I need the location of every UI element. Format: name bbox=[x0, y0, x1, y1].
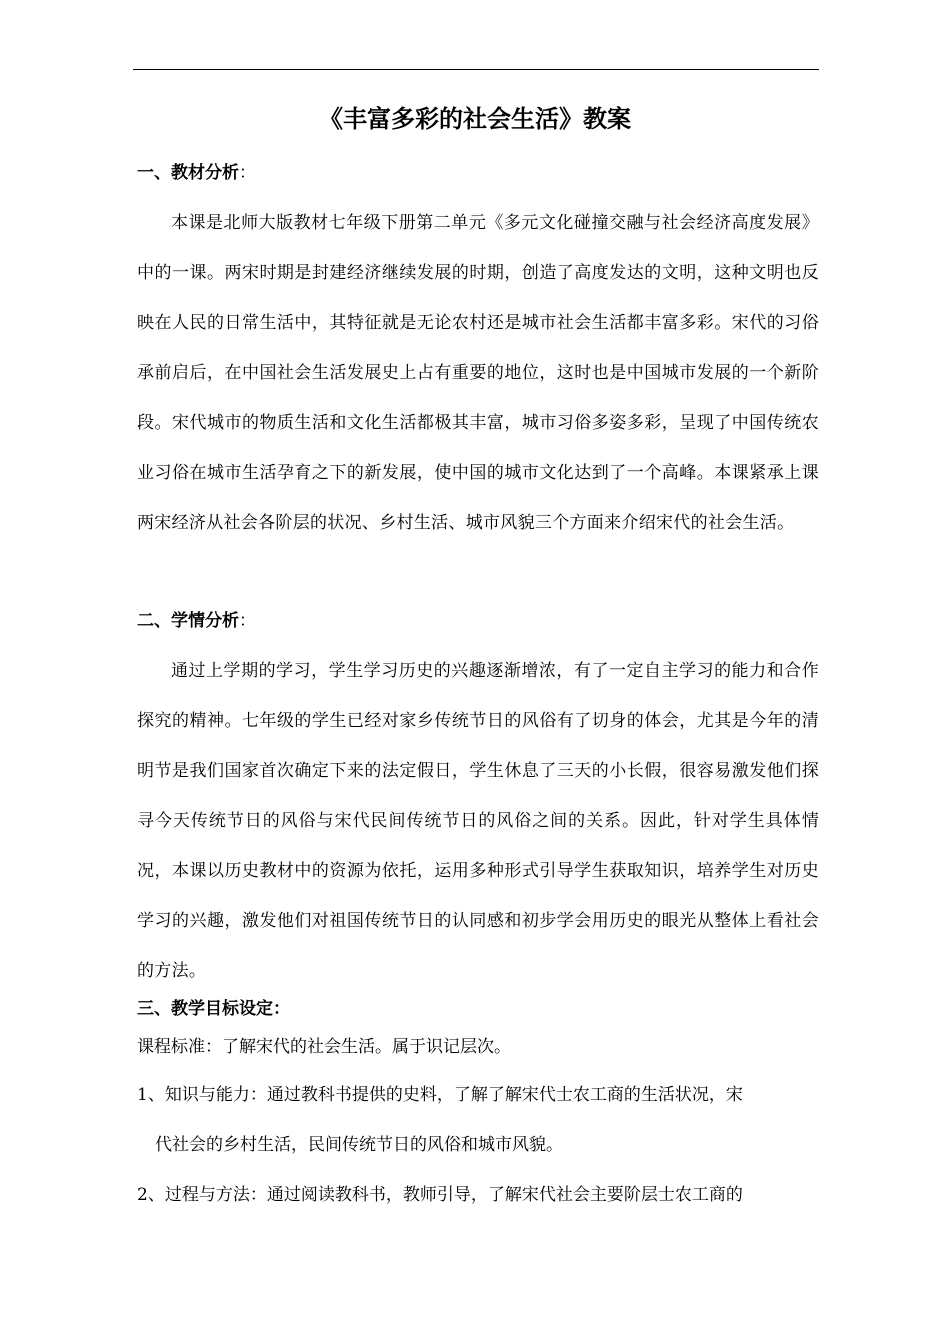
section-heading-textbook-analysis bbox=[137, 161, 256, 185]
document-title: 《丰富多彩的社会生活》教案 bbox=[319, 104, 631, 133]
section-heading-student-analysis bbox=[137, 609, 256, 633]
curriculum-standard-line: 课程标准：了解宋代的社会生活。属于识记层次。 bbox=[137, 1037, 511, 1057]
header-rule bbox=[133, 69, 819, 70]
goal-knowledge-line: 1、知识与能力：通过教科书提供的史料，了解了解宋代士农工商的生活状况，宋 bbox=[137, 1085, 743, 1105]
section-heading-text: 一、教材分析 bbox=[137, 163, 239, 183]
section-heading-colon: ： bbox=[239, 163, 256, 183]
section-heading-colon: ： bbox=[239, 611, 256, 631]
paragraph-student-analysis: 通过上学期的学习，学生学习历史的兴趣逐渐增浓，有了一定自主学习的能力和合作探究的精神。七年级的学生已经对家乡传统节日的风俗有了切身的体会，尤其是今年的清明节是我们国家首次确定下来的法定假日，学生休息了三天的小长假，很容易激发他们探寻今天传统节日的风俗与宋代民间传统节日的风俗之间的关系。因此，针对学生具体情况，本课以历史教材中的资源为依托，运用多种形式引导学生获取知识，培养学生对历史学习的兴趣，激发他们对祖国传统节日的认同感和初步学会用历史的眼光从整体上看社会的方法。 bbox=[137, 661, 819, 981]
section-heading-text: 二、学情分析 bbox=[137, 611, 239, 631]
goal-process-line: 2、过程与方法：通过阅读教科书，教师引导，了解宋代社会主要阶层士农工商的 bbox=[137, 1185, 743, 1205]
section-heading-teaching-goals: 三、教学目标设定： bbox=[137, 999, 290, 1019]
paragraph-textbook-analysis: 本课是北师大版教材七年级下册第二单元《多元文化碰撞交融与社会经济高度发展》中的一课。两宋时期是封建经济继续发展的时期，创造了高度发达的文明，这种文明也反映在人民的日常生活中，其特征就是无论农村还是城市社会生活都丰富多彩。宋代的习俗承前启后，在中国社会生活发展史上占有重要的地位，这时也是中国城市发展的一个新阶段。宋代城市的物质生活和文化生活都极其丰富，城市习俗多姿多彩，呈现了中国传统农业习俗在城市生活孕育之下的新发展，使中国的城市文化达到了一个高峰。本课紧承上课两宋经济从社会各阶层的状况、乡村生活、城市风貌三个方面来介绍宋代的社会生活。 bbox=[137, 213, 819, 533]
goal-knowledge-continuation: 代社会的乡村生活，民间传统节日的风俗和城市风貌。 bbox=[155, 1135, 563, 1155]
